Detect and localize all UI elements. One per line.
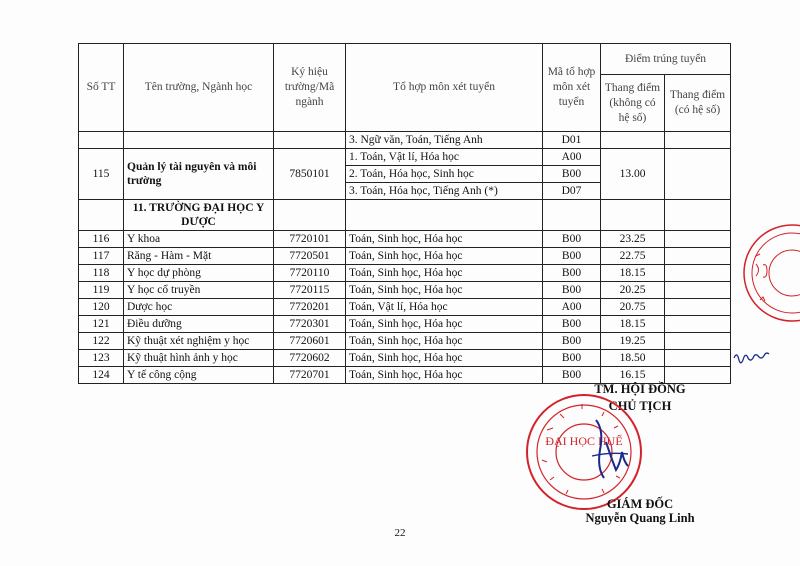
row-ma-nganh: 7720101: [274, 231, 346, 248]
row-to-hop: 3. Toán, Hóa học, Tiếng Anh (*): [346, 183, 543, 200]
row-ten: Điều dưỡng: [124, 316, 274, 333]
table-row: [79, 265, 731, 282]
row-to-hop: Toán, Sinh học, Hóa học: [346, 316, 543, 333]
row-ma-nganh: 7720701: [274, 367, 346, 384]
row-stt: 120: [79, 299, 124, 316]
row-ma: B00: [543, 333, 601, 350]
row-stt: 117: [79, 248, 124, 265]
table-row: [79, 299, 731, 316]
col-header-thang-khong: Thang điểm (không có hệ số): [601, 75, 665, 132]
table-row: [79, 333, 731, 350]
row-ma: B00: [543, 316, 601, 333]
table-row: [79, 350, 731, 367]
rows-body: [79, 231, 731, 384]
row-diem: 20.25: [601, 282, 665, 299]
row-to-hop: 1. Toán, Vật lí, Hóa học: [346, 149, 543, 166]
row-thang-co: [665, 248, 731, 265]
partial-stamp: [730, 218, 800, 328]
row-thang-co: [665, 299, 731, 316]
row-thang-co: [665, 231, 731, 248]
row-ten: Răng - Hàm - Mặt: [124, 248, 274, 265]
col-header-to-hop: Tổ hợp môn xét tuyển: [346, 44, 543, 132]
row-ma-nganh: 7720201: [274, 299, 346, 316]
section-row: [79, 200, 731, 231]
row-to-hop: Toán, Sinh học, Hóa học: [346, 367, 543, 384]
row-ma: A00: [543, 149, 601, 166]
row-diem: 18.15: [601, 265, 665, 282]
row-to-hop: Toán, Sinh học, Hóa học: [346, 231, 543, 248]
row-ma: D07: [543, 183, 601, 200]
signature-line2: CHỦ TỊCH: [608, 399, 672, 413]
row-ma: B00: [543, 166, 601, 183]
signer-name: Nguyễn Quang Linh: [585, 511, 695, 525]
col-header-diem: Điểm trúng tuyển: [601, 44, 731, 75]
header-row: [79, 44, 731, 75]
table-row: [79, 282, 731, 299]
cont-to-hop: 3. Ngữ văn, Toán, Tiếng Anh: [346, 132, 543, 149]
row-stt: 116: [79, 231, 124, 248]
signature-line1: TM. HỘI ĐỒNG: [594, 382, 686, 396]
row-ma-nganh: 7720301: [274, 316, 346, 333]
section-title: 11. TRƯỜNG ĐẠI HỌC Y DƯỢC: [124, 200, 274, 231]
col-header-thang-co: Thang điểm (có hệ số): [665, 75, 731, 132]
row-ma: A00: [543, 299, 601, 316]
col-header-ma-to-hop: Mã tổ hợp môn xét tuyển: [543, 44, 601, 132]
row-stt: 121: [79, 316, 124, 333]
row-stt: 124: [79, 367, 124, 384]
admission-score-table: [78, 43, 731, 384]
handwritten-initials: [732, 348, 772, 368]
row-ten: Y học cổ truyền: [124, 282, 274, 299]
row-ma-nganh: 7720115: [274, 282, 346, 299]
row-ma: B00: [543, 350, 601, 367]
row-ten: Quản lý tài nguyên và môi trường: [124, 149, 274, 200]
row-ma-nganh: 7850101: [274, 149, 346, 200]
cont-ma: D01: [543, 132, 601, 149]
row-thang-co: [665, 350, 731, 367]
row-ten: Kỹ thuật hình ảnh y học: [124, 350, 274, 367]
row-diem: 19.25: [601, 333, 665, 350]
row-ten: Kỹ thuật xét nghiệm y học: [124, 333, 274, 350]
row-diem: 23.25: [601, 231, 665, 248]
row-to-hop: Toán, Sinh học, Hóa học: [346, 265, 543, 282]
row-ma-nganh: 7720501: [274, 248, 346, 265]
row-ten: Y tế công cộng: [124, 367, 274, 384]
row-ma: B00: [543, 231, 601, 248]
signature-title: GIÁM ĐỐC: [606, 497, 674, 511]
row-diem: 13.00: [601, 149, 665, 200]
col-header-ten: Tên trường, Ngành học: [124, 44, 274, 132]
row-ma-nganh: 7720110: [274, 265, 346, 282]
row-to-hop: Toán, Sinh học, Hóa học: [346, 333, 543, 350]
row-to-hop: Toán, Sinh học, Hóa học: [346, 282, 543, 299]
row-to-hop: Toán, Vật lí, Hóa học: [346, 299, 543, 316]
table-row: [79, 316, 731, 333]
table-row: [79, 149, 731, 166]
stamp-text: ĐẠI HỌC HUẾ: [545, 434, 623, 448]
table-row: [79, 248, 731, 265]
table-row: [79, 231, 731, 248]
row-ten: Y học dự phòng: [124, 265, 274, 282]
continuation-row: [79, 132, 731, 149]
row-stt: 119: [79, 282, 124, 299]
col-header-ky-hieu: Ký hiệu trường/Mã ngành: [274, 44, 346, 132]
table-row: [79, 367, 731, 384]
row-thang-co: [665, 282, 731, 299]
row-diem: 18.15: [601, 316, 665, 333]
row-stt: 118: [79, 265, 124, 282]
row-to-hop: Toán, Sinh học, Hóa học: [346, 248, 543, 265]
row-thang-co: [665, 333, 731, 350]
row-to-hop: Toán, Sinh học, Hóa học: [346, 350, 543, 367]
row-diem: 16.15: [601, 367, 665, 384]
official-stamp: [522, 390, 646, 514]
row-ma: B00: [543, 282, 601, 299]
row-ma-nganh: 7720602: [274, 350, 346, 367]
row-ma: B00: [543, 248, 601, 265]
row-thang-co: [665, 265, 731, 282]
row-thang-co: [665, 316, 731, 333]
page-number: 22: [394, 527, 406, 539]
row-diem: 18.50: [601, 350, 665, 367]
row-stt: 123: [79, 350, 124, 367]
col-header-stt: Số TT: [79, 44, 124, 132]
row-stt: 122: [79, 333, 124, 350]
row-stt: 115: [79, 149, 124, 200]
row-ten: Dược học: [124, 299, 274, 316]
row-diem: 22.75: [601, 248, 665, 265]
row-ten: Y khoa: [124, 231, 274, 248]
row-ma: B00: [543, 367, 601, 384]
row-to-hop: 2. Toán, Hóa học, Sinh học: [346, 166, 543, 183]
row-ma-nganh: 7720601: [274, 333, 346, 350]
row-diem: 20.75: [601, 299, 665, 316]
row-thang-co: [665, 367, 731, 384]
row-ma: B00: [543, 265, 601, 282]
